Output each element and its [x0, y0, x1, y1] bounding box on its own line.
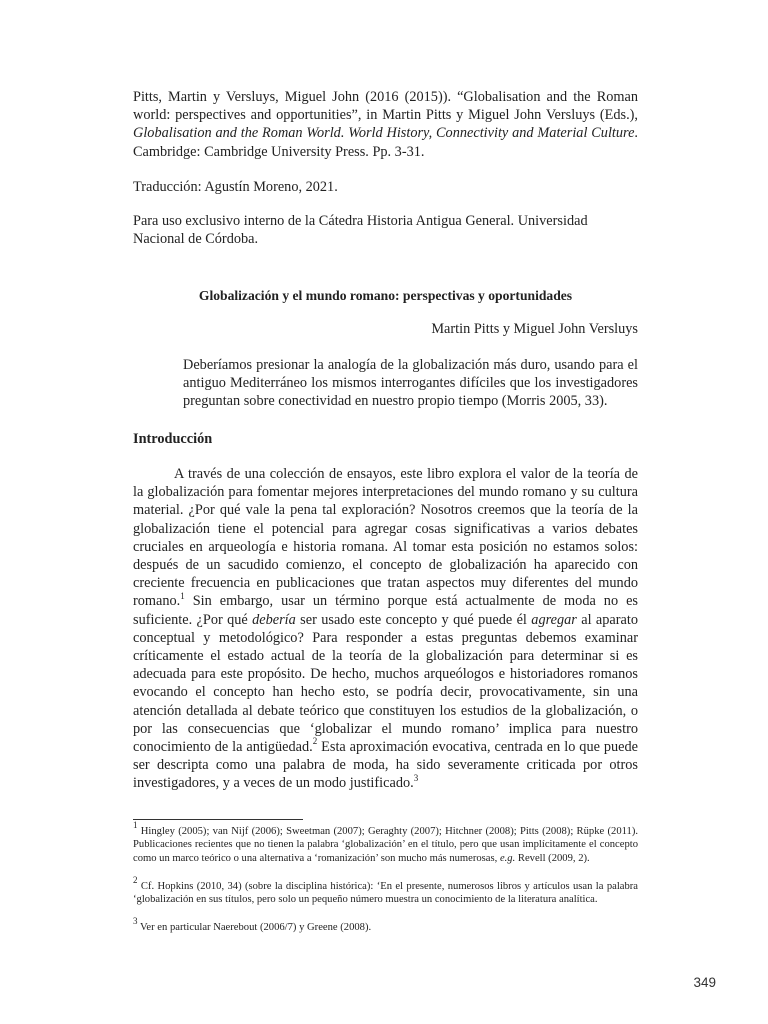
paragraph-text: Sin embargo, usar un término porque está actualmente de moda no es suficiente. ¿Por qué — [133, 593, 638, 628]
footnote-1-text: Hingley (2005); van Nijf (2006); Sweetman (2007); Geraghty (2007); Hitchner (2008); Pitts (2008); Rüpke (2011). Publicaciones recientes que no tienen la palabra ‘globalización’ en el título, pero que usan implícitamente el concepto como un marco teórico o una alternativa a ‘romanización’ son mucho más numerosas, — [133, 826, 638, 864]
footnote-3-text: Ver en particular Naerebout (2006/7) y Greene (2008). — [137, 922, 372, 933]
emphasis-deberia: debería — [252, 611, 296, 628]
paragraph-text: Esta aproximación evocativa, centrada en lo que puede ser descripta como una palabra de moda, ha sido severamente criticada por otros investigadores, y a veces de un modo justificado. — [133, 739, 639, 792]
footnote-1 — [133, 820, 638, 865]
footnote-1-text-end: Revell (2009, 2). — [515, 852, 590, 864]
reference-book-title-period: . — [634, 125, 638, 142]
paragraph-text: al aparato conceptual y metodológico? Para responder a estas preguntas debemos examinar críticamente el estado actual de la teoría de la globalización para determinar si es adecuada para este propósito. De hecho, muchos arqueólogos e historiadores romanos evocando el concepto han hecho esto, se podría decir, provocativamente, sin una atención detallada al debate teórico que constituyen los estudios de la globalización, o por las consecuencias que ‘globalizar el mundo romano’ implica para nuestro conocimiento de la antigüedad. — [133, 611, 638, 756]
reference-publisher: Cambridge: Cambridge University Press. Pp. 3-31. — [133, 143, 425, 160]
article-title: Globalización y el mundo romano: perspectivas y oportunidades — [198, 288, 573, 303]
page-number: 349 — [693, 975, 716, 990]
reference-book-title: Globalisation and the Roman World. World History, Connectivity and Material Culture — [133, 125, 635, 142]
translation-credit: Traducción: Agustín Moreno, 2021. — [133, 179, 338, 195]
footnote-ref-2[interactable]: 2 — [312, 736, 318, 747]
emphasis-agregar: agregar — [531, 611, 577, 628]
footnote-1-number: 1 — [133, 820, 138, 831]
usage-note: Para uso exclusivo interno de la Cátedra Historia Antigua General. Universidad Nacional de Córdoba. — [133, 213, 588, 248]
footnote-2-text: Cf. Hopkins (2010, 34) (sobre la disciplina histórica): ‘En el presente, numerosos libros y artículos usan la palabra ‘globalización en sus títulos, pero solo un pequeño número muestra un conocimiento de la literatura analítica. — [133, 881, 638, 906]
bibliographic-reference — [133, 88, 638, 161]
footnote-2-number: 2 — [133, 875, 138, 886]
reference-citation: Pitts, Martin y Versluys, Miguel John (2016 (2015)). “Globalisation and the Roman world: perspectives and opportunities”, in Martin Pitts y Miguel John Versluys (Eds.), — [133, 89, 638, 124]
footnote-1-emphasis: e.g. — [499, 852, 516, 864]
footnote-ref-1[interactable]: 1 — [180, 590, 185, 601]
paragraph-text: ser usado este concepto y qué puede él — [295, 611, 532, 628]
section-heading-introduccion: Introducción — [133, 431, 213, 447]
body-paragraph — [133, 465, 638, 793]
article-authors: Martin Pitts y Miguel John Versluys — [431, 321, 638, 337]
epigraph: Deberíamos presionar la analogía de la globalización más duro, usando para el antiguo Mediterráneo los mismos interrogantes difíciles que los investigadores preguntan sobre conectividad en nuestro propio tiempo (Morris 2005, 33). — [183, 357, 638, 410]
footnote-separator — [133, 819, 303, 820]
footnote-3 — [133, 916, 638, 934]
paragraph-text: A través de una colección de ensayos, este libro explora el valor de la teoría de la globalización para fomentar mejores interpretaciones del mundo romano y su cultura material. ¿Por qué vale la pena tal exploración? Nosotros creemos que la teoría de la globalización tiene el potencial para agregar cosas significativas a varios debates cruciales en arqueología e historia romana. Al tomar esta posición no estamos solos: después de un sacudido comienzo, el concepto de globalización ha aparecido con creciente frecuencia en publicaciones que tratan aspectos muy diferentes del mundo romano. — [133, 466, 638, 610]
footnote-ref-3[interactable]: 3 — [413, 772, 419, 783]
footnote-3-number: 3 — [133, 916, 138, 927]
footnote-2 — [133, 875, 638, 907]
